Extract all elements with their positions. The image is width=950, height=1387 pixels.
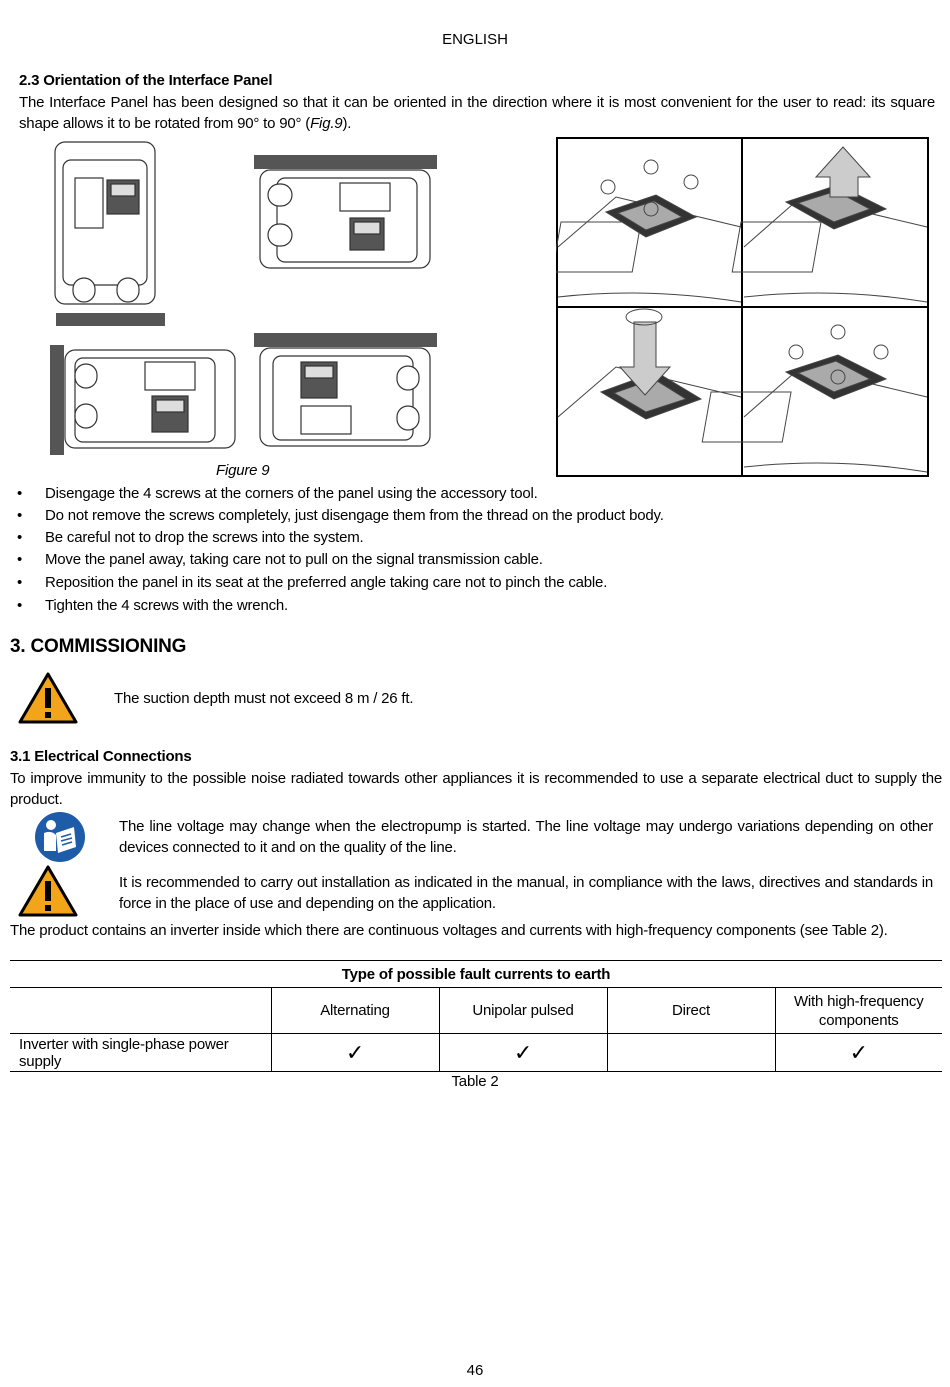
table-header-cell: Alternating	[271, 988, 439, 1034]
list-item: • Be careful not to drop the screws into the system.	[10, 527, 664, 549]
list-item: • Reposition the panel in its seat at the preferred angle taking care not to pinch the cable.	[10, 572, 664, 595]
check-mark-icon: ✓	[775, 1034, 942, 1072]
table-header-empty	[10, 988, 271, 1034]
section-2-3-intro: The Interface Panel has been designed so that it can be oriented in the direction where it is most convenient for the user to read: its square shape allows it to be rotated from 90° to 90° (Fig.9).	[19, 94, 935, 132]
pump-vertical	[55, 142, 155, 304]
section-heading-3-1: 3.1 Electrical Connections	[10, 748, 192, 765]
table-caption: Table 2	[451, 1073, 499, 1090]
fault-currents-table	[10, 960, 942, 1072]
warning-triangle-icon	[18, 672, 78, 724]
warning-triangle-icon	[18, 865, 78, 917]
page-number: 46	[466, 1362, 484, 1379]
inverter-paragraph: The product contains an inverter inside which there are continuous voltages and currents with high-frequency components (see Table 2).	[10, 922, 888, 939]
instruction-list	[10, 483, 664, 617]
suction-depth-warning: The suction depth must not exceed 8 m / 26 ft.	[114, 690, 414, 707]
table-header-cell: Unipolar pulsed	[439, 988, 607, 1034]
list-item: • Move the panel away, taking care not to pull on the signal transmission cable.	[10, 549, 664, 572]
table-title: Type of possible fault currents to earth	[10, 961, 942, 988]
table-header-cell: With high-frequency components	[775, 988, 942, 1034]
section-3-1-intro: To improve immunity to the possible noise radiated towards other appliances it is recommended to use a separate electrical duct to supply the product.	[10, 770, 942, 808]
empty-cell	[607, 1034, 775, 1072]
section-heading-3: 3. COMMISSIONING	[10, 636, 187, 657]
table-header-cell: Direct	[607, 988, 775, 1034]
list-item: • Do not remove the screws completely, just disengage them from the thread on the product body.	[10, 505, 664, 527]
panel-rotation-steps-illustration	[556, 137, 929, 477]
pump-horizontal-top	[260, 170, 430, 268]
table-header-row	[10, 988, 942, 1034]
read-manual-icon	[34, 811, 86, 863]
check-mark-icon: ✓	[439, 1034, 607, 1072]
pump-horizontal-right	[260, 348, 430, 446]
list-item: • Disengage the 4 screws at the corners of the panel using the accessory tool.	[10, 483, 664, 505]
table-row	[10, 1034, 942, 1072]
figure-caption: Figure 9	[216, 462, 270, 479]
pump-horizontal-left	[65, 350, 235, 448]
section-heading-2-3: 2.3 Orientation of the Interface Panel	[19, 72, 273, 89]
pump-orientations-illustration	[45, 140, 440, 458]
page-header: ENGLISH	[442, 31, 508, 48]
list-item: • Tighten the 4 screws with the wrench.	[10, 595, 664, 617]
line-voltage-note: The line voltage may change when the electropump is started. The line voltage may undergo variations depending on other devices connected to it and on the quality of the line.	[119, 818, 933, 856]
check-mark-icon: ✓	[271, 1034, 439, 1072]
table-row-label: Inverter with single-phase power supply	[10, 1034, 271, 1072]
installation-warning: It is recommended to carry out installation as indicated in the manual, in compliance with the laws, directives and standards in force in the place of use and depending on the application.	[119, 874, 933, 912]
